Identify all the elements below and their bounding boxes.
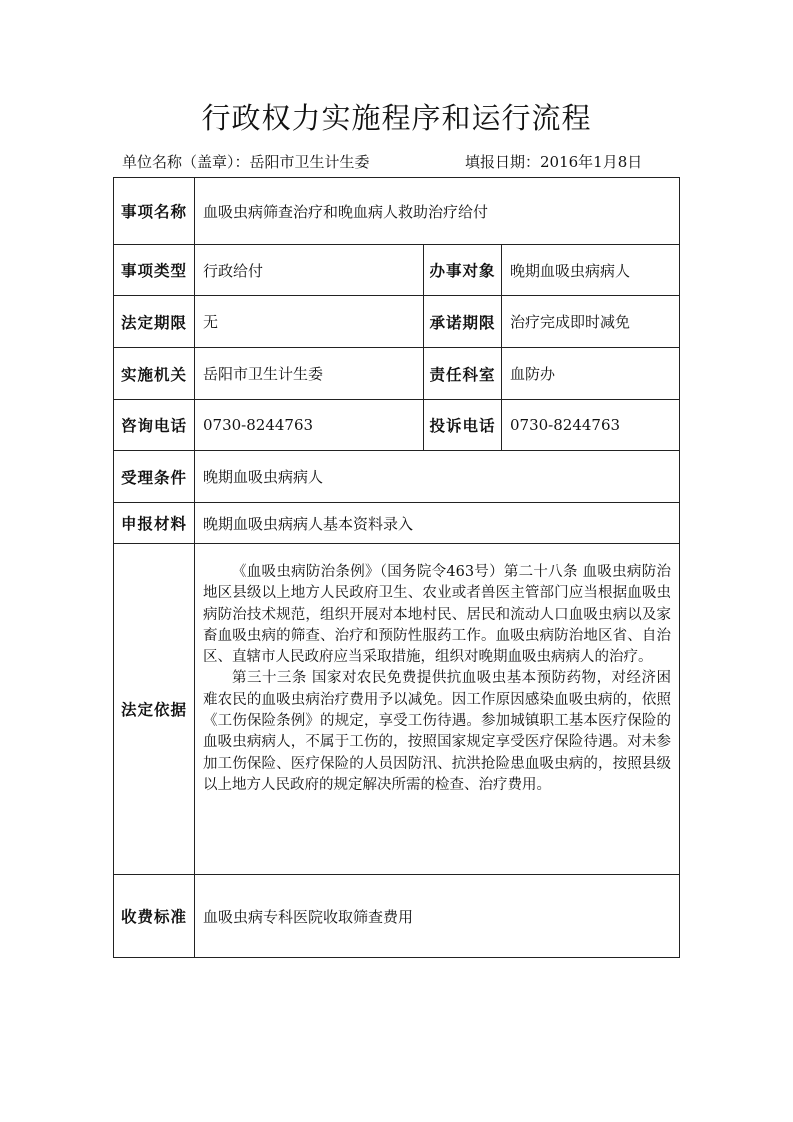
item-type-value: 行政给付	[194, 245, 423, 295]
complaint-phone-value: 0730-8244763	[501, 400, 679, 450]
legal-period-label: 法定期限	[120, 312, 187, 332]
complaint-phone-label: 投诉电话	[423, 400, 501, 450]
legal-period-value: 无	[194, 296, 423, 347]
legal-basis-text	[194, 544, 679, 874]
fees-value: 血吸虫病专科医院收取筛查费用	[194, 875, 679, 957]
materials-value: 晚期血吸虫病病人基本资料录入	[194, 503, 679, 543]
materials-label: 申报材料	[120, 514, 187, 533]
report-date: 填报日期：2016年1月8日	[465, 153, 643, 171]
consult-phone-value: 0730-8244763	[194, 400, 423, 450]
row-period	[114, 296, 679, 348]
row-agency	[114, 348, 679, 400]
item-name-value: 血吸虫病筛查治疗和晚血病人救助治疗给付	[194, 178, 679, 244]
row-fees	[114, 875, 679, 957]
conditions-value: 晚期血吸虫病病人	[194, 451, 679, 502]
row-conditions	[114, 451, 679, 503]
legal-basis-label: 法定依据	[120, 700, 187, 719]
consult-phone-label: 咨询电话	[120, 416, 187, 435]
page-title: 行政权力实施程序和运行流程	[201, 101, 592, 135]
legal-basis-paragraph: 第三十三条 国家对农民免费提供抗血吸虫基本预防药物，对经济困难农民的血吸虫病治疗费用予以减免。因工作原因感染血吸虫病的，依照《工伤保险条例》的规定，享受工伤待遇。参加城镇职工基本医疗保险的血吸虫病病人，不属于工伤的，按照国家规定享受医疗保险待遇。对未参加工伤保险、医疗保险的人员因防汛、抗洪抢险患血吸虫病的，按照县级以上地方人民政府的规定解决所需的检查、治疗费用。	[203, 670, 671, 793]
conditions-label: 受理条件	[120, 467, 187, 487]
agency-value: 岳阳市卫生计生委	[194, 348, 423, 399]
promised-period-label: 承诺期限	[423, 296, 501, 347]
fees-label: 收费标准	[120, 907, 187, 926]
target-label: 办事对象	[423, 245, 501, 295]
row-phone	[114, 400, 679, 451]
department-value: 血防办	[501, 348, 679, 399]
row-item-name	[114, 178, 679, 245]
row-legal-basis	[114, 544, 679, 875]
info-table	[113, 177, 680, 958]
legal-basis-paragraph: 《血吸虫病防治条例》（国务院令463号）第二十八条 血吸虫病防治地区县级以上地方人民政府卫生、农业或者兽医主管部门应当根据血吸虫病防治技术规范，组织开展对本地村民、居民和流动人口血吸虫病以及家畜血吸虫病的筛查、治疗和预防性服药工作。血吸虫病防治地区省、自治区、直辖市人民政府应当采取措施，组织对晚期血吸虫病病人的治疗。	[203, 564, 671, 666]
target-value: 晚期血吸虫病病人	[501, 245, 679, 295]
promised-period-value: 治疗完成即时减免	[501, 296, 679, 347]
agency-label: 实施机关	[120, 364, 187, 384]
item-type-label: 事项类型	[120, 261, 187, 280]
row-item-type	[114, 245, 679, 296]
item-name-label: 事项名称	[120, 202, 187, 221]
row-materials	[114, 503, 679, 544]
unit-name: 单位名称（盖章）：岳阳市卫生计生委	[122, 153, 370, 171]
department-label: 责任科室	[423, 348, 501, 399]
